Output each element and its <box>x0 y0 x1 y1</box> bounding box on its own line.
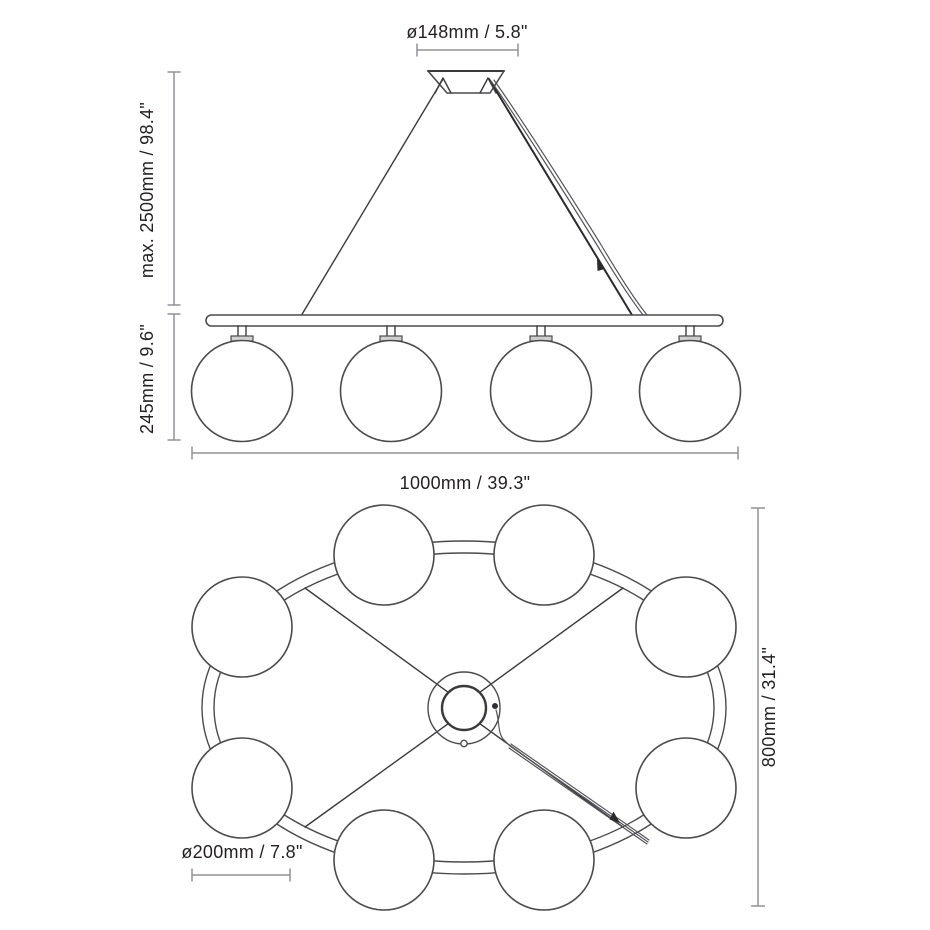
dim-canopy-diameter <box>406 22 527 57</box>
side-view <box>137 22 741 493</box>
globe-stem <box>686 326 694 336</box>
dimension-line <box>168 72 181 305</box>
globe <box>192 577 292 677</box>
globe <box>636 738 736 838</box>
globe <box>192 738 292 838</box>
canopy-diameter-label: ø148mm / 5.8" <box>406 22 528 42</box>
max-drop-label: max. 2500mm / 98.4" <box>137 101 157 279</box>
cable-left <box>301 79 443 316</box>
canopy-plan <box>428 672 500 747</box>
dim-width <box>192 447 738 494</box>
fixture-height-label: 245mm / 9.6" <box>137 323 157 435</box>
globe-sphere <box>341 341 442 442</box>
cord-arrow <box>597 259 605 271</box>
cord-line <box>491 81 643 315</box>
dimension-line <box>192 447 738 460</box>
canopy-notch <box>461 740 467 746</box>
dim-depth <box>751 508 779 906</box>
cord-outlet-dot <box>492 703 498 709</box>
plan-view <box>181 505 779 910</box>
dimension-line <box>192 869 290 882</box>
suspension-cables <box>301 79 632 316</box>
dimension-line <box>417 44 518 57</box>
canopy-inner-circle <box>442 686 486 730</box>
cord-line <box>494 80 647 315</box>
dimension-line <box>168 314 181 440</box>
dim-max-drop <box>137 72 181 305</box>
globe-sphere <box>491 341 592 442</box>
fixture-depth-label: 800mm / 31.4" <box>759 646 779 768</box>
globe-sphere <box>640 341 741 442</box>
globe-diameter-label: ø200mm / 7.8" <box>181 842 303 862</box>
globe <box>334 810 434 910</box>
globe <box>494 810 594 910</box>
globe-stem <box>537 326 545 336</box>
canopy-body <box>428 71 504 93</box>
dim-fixture-height <box>137 314 181 440</box>
globe <box>192 326 293 442</box>
globe <box>636 577 736 677</box>
power-cord <box>491 80 647 315</box>
globe <box>334 505 434 605</box>
globe-sphere <box>192 341 293 442</box>
globe-stem <box>387 326 395 336</box>
dim-globe-diameter <box>181 842 302 882</box>
globe-stem <box>238 326 246 336</box>
globe <box>640 326 741 442</box>
cable-right <box>489 79 632 315</box>
globe <box>491 326 592 442</box>
globe <box>341 326 442 442</box>
fixture-width-label: 1000mm / 39.3" <box>399 473 531 493</box>
globe <box>494 505 594 605</box>
bar <box>206 315 723 326</box>
canopy-side <box>428 71 504 93</box>
